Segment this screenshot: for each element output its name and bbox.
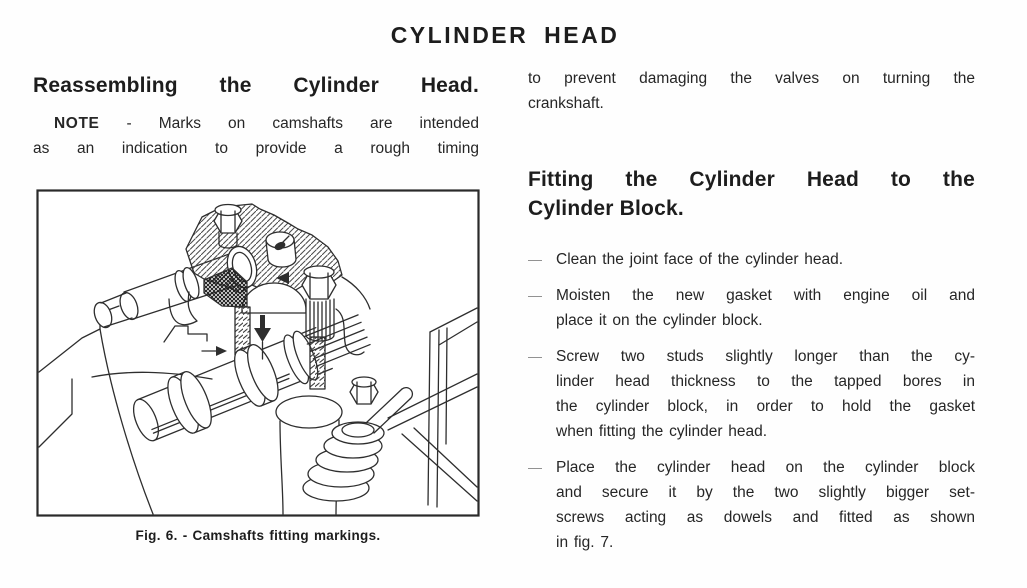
list-item — [528, 455, 975, 555]
note-line-1-text: - Marks on camshafts are intended — [99, 115, 479, 132]
bullet-line: Clean the joint face of the cylinder head. — [556, 251, 844, 268]
intro-line-2: crankshaft. — [528, 95, 604, 112]
bullet-line: screws acting as dowels and fitted as shown — [556, 509, 975, 526]
bullet-line: Place the cylinder head on the cylinder block — [556, 459, 975, 476]
dash-bullet-icon: — — [528, 287, 542, 303]
bullet-line: place it on the cylinder block. — [556, 312, 763, 329]
list-item — [528, 344, 975, 444]
bullet-line: the cylinder block, in order to hold the gasket — [556, 398, 975, 415]
bullet-line: when fitting the cylinder head. — [556, 423, 768, 440]
bullet-line: and secure it by the two slightly bigger set- — [556, 484, 975, 501]
list-item — [528, 283, 975, 333]
right-column — [528, 66, 975, 566]
list-item-text — [556, 247, 975, 272]
section-heading-reassembling: Reassembling the Cylinder Head. — [33, 74, 479, 97]
intro-line-1: to prevent damaging the valves on turning the — [528, 70, 975, 87]
note-paragraph — [33, 111, 479, 161]
bullet-line: linder head thickness to the tapped bores in — [556, 373, 975, 390]
heading-line-2: Cylinder Block. — [528, 197, 684, 220]
instruction-list — [528, 247, 975, 555]
bullet-line: in fig. 7. — [556, 534, 614, 551]
bullet-line: Moisten the new gasket with engine oil and — [556, 287, 975, 304]
figure-6-illustration — [36, 189, 480, 517]
list-item-text — [556, 344, 975, 444]
note-label: NOTE — [54, 115, 100, 132]
figure-caption: Fig. 6. - Camshafts fitting markings. — [135, 528, 381, 543]
camshaft-line-drawing — [36, 189, 480, 517]
dash-bullet-icon: — — [528, 251, 542, 267]
note-line-1 — [33, 111, 479, 136]
note-line-2: as an indication to provide a rough timing — [33, 140, 479, 157]
bullet-line: Screw two studs slightly longer than the cy- — [556, 348, 975, 365]
dash-bullet-icon: — — [528, 459, 542, 475]
page-title: CYLINDER HEAD — [390, 22, 620, 48]
section-heading-fitting — [528, 165, 975, 223]
list-item-text — [556, 455, 975, 555]
list-item — [528, 247, 975, 272]
heading-line-1: Fitting the Cylinder Head to the — [528, 168, 975, 191]
list-item-text — [556, 283, 975, 333]
dash-bullet-icon: — — [528, 348, 542, 364]
left-column — [33, 74, 479, 161]
